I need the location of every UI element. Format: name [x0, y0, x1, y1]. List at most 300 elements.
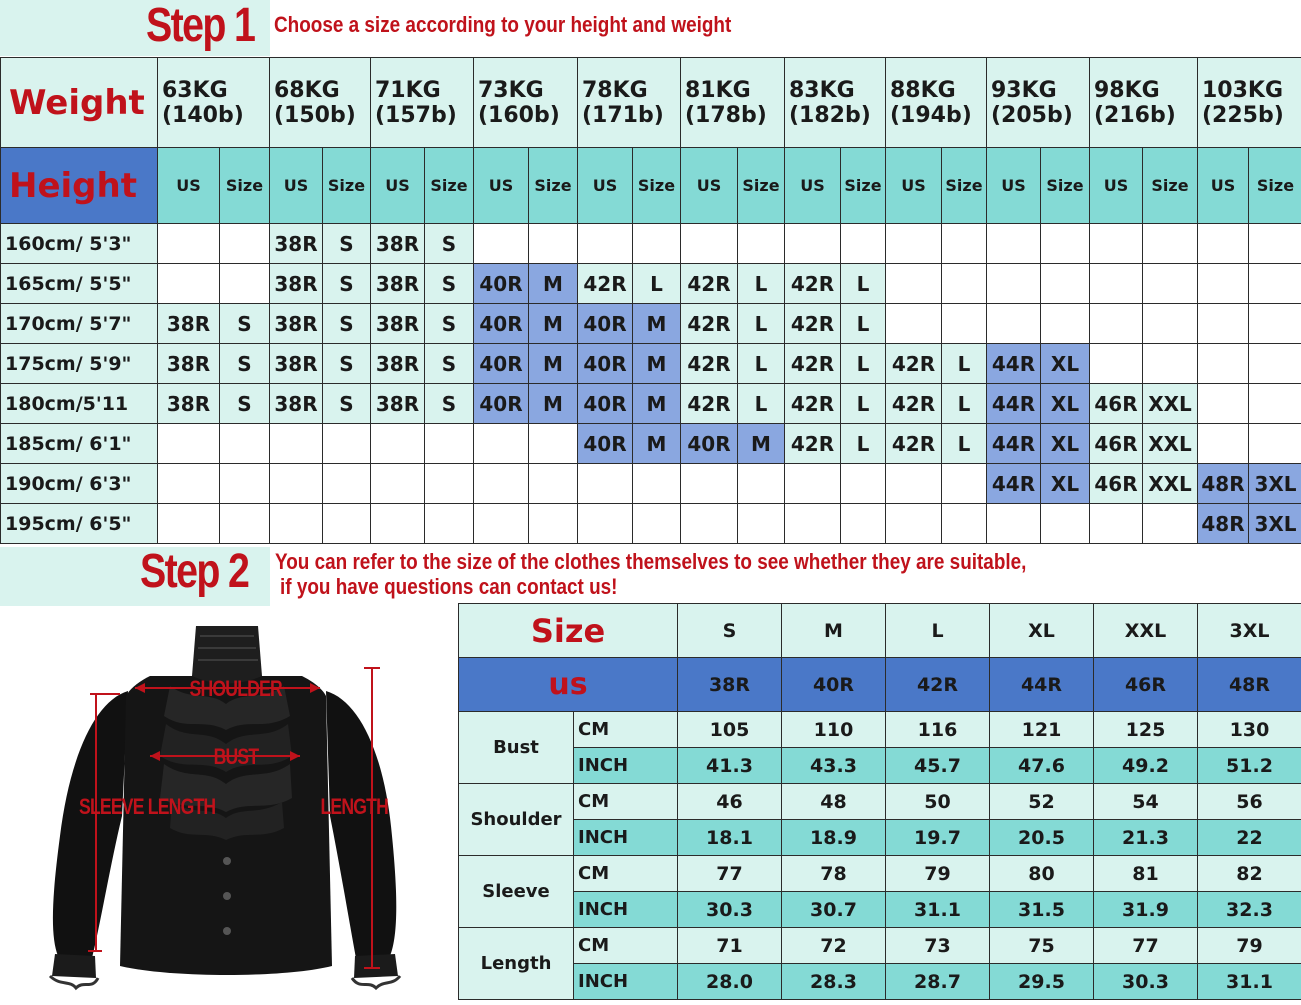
unit-inch: INCH [574, 820, 678, 856]
unit-inch: INCH [574, 964, 678, 1000]
size-subheader: Size [1249, 148, 1301, 224]
letter-size-cell [323, 504, 371, 544]
letter-size-cell: M [738, 424, 785, 464]
us-size-cell [1198, 304, 1249, 344]
letter-size-cell: 3XL [1249, 464, 1301, 504]
us-size-cell [158, 424, 220, 464]
sleeve-length-annotation: SLEEVE LENGTH [79, 794, 215, 820]
us-label: us [459, 658, 678, 712]
size-subheader: Size [425, 148, 474, 224]
letter-size-cell: S [220, 304, 270, 344]
us-size-cell [785, 464, 841, 504]
us-size-cell [371, 504, 425, 544]
us-size-cell: 48R [1198, 464, 1249, 504]
us-size-cell [1090, 344, 1143, 384]
weight-lb: (171b) [578, 103, 680, 128]
letter-size-cell: XXL [1143, 384, 1198, 424]
table-row [1, 304, 1301, 344]
us-size-cell: 40R [578, 384, 633, 424]
step2-note-line2: if you have questions can contact us! [280, 574, 617, 600]
table-row [1, 504, 1301, 544]
letter-size-cell: XXL [1143, 424, 1198, 464]
letter-size-cell: XL [1041, 344, 1090, 384]
measurement-name: Shoulder [459, 784, 574, 856]
letter-size-cell [633, 504, 681, 544]
letter-size-cell [220, 504, 270, 544]
cm-value: 54 [1094, 784, 1198, 820]
us-size-cell [987, 504, 1041, 544]
table-row [459, 784, 1301, 820]
size-column-header: XL [990, 604, 1094, 658]
unit-cm: CM [574, 784, 678, 820]
letter-size-cell: XL [1041, 464, 1090, 504]
table-row [1, 464, 1301, 504]
us-size-cell [785, 504, 841, 544]
us-size-cell: 42R [681, 304, 738, 344]
weight-lb: (140b) [158, 103, 269, 128]
height-value: 185cm/ 6'1" [1, 424, 158, 464]
letter-size-cell: S [220, 344, 270, 384]
letter-size-cell: S [323, 264, 371, 304]
cm-value: 110 [782, 712, 886, 748]
cm-value: 105 [678, 712, 782, 748]
letter-size-cell: L [841, 344, 886, 384]
letter-size-cell [425, 464, 474, 504]
size-subheader: Size [220, 148, 270, 224]
letter-size-cell: M [633, 424, 681, 464]
us-subheader: US [371, 148, 425, 224]
letter-size-cell [738, 504, 785, 544]
weight-lb: (157b) [371, 103, 473, 128]
letter-size-cell: S [323, 224, 371, 264]
cm-value: 125 [1094, 712, 1198, 748]
inch-value: 30.7 [782, 892, 886, 928]
inch-value: 28.0 [678, 964, 782, 1000]
us-size-cell: 44R [987, 384, 1041, 424]
weight-column-header [1198, 58, 1301, 148]
cm-value: 48 [782, 784, 886, 820]
us-size-cell [371, 424, 425, 464]
us-subheader: US [158, 148, 220, 224]
letter-size-cell: M [529, 344, 578, 384]
us-size-cell: 42R [785, 344, 841, 384]
weight-lb: (160b) [474, 103, 577, 128]
size-subheader: Size [529, 148, 578, 224]
us-size-cell: 40R [578, 304, 633, 344]
size-column-header: S [678, 604, 782, 658]
table-row [459, 712, 1301, 748]
us-size-cell: 38R [270, 264, 323, 304]
letter-size-cell: M [633, 384, 681, 424]
weight-column-header [270, 58, 371, 148]
cm-value: 80 [990, 856, 1094, 892]
letter-size-cell [942, 264, 987, 304]
us-size-cell [578, 224, 633, 264]
letter-size-cell [425, 504, 474, 544]
weight-lb: (150b) [270, 103, 370, 128]
cm-value: 121 [990, 712, 1094, 748]
table-row [459, 820, 1301, 856]
us-size-cell: 38R [270, 304, 323, 344]
us-subheader: US [785, 148, 841, 224]
us-size-cell [270, 504, 323, 544]
size-subheader: Size [738, 148, 785, 224]
letter-size-cell: S [425, 264, 474, 304]
us-size-cell: 38R [158, 304, 220, 344]
inch-value: 43.3 [782, 748, 886, 784]
garment-measurement-chart [458, 603, 1301, 1000]
inch-value: 29.5 [990, 964, 1094, 1000]
cm-value: 46 [678, 784, 782, 820]
size-column-header: XXL [1094, 604, 1198, 658]
us-size-cell [987, 264, 1041, 304]
unit-cm: CM [574, 712, 678, 748]
size-subheader: Size [633, 148, 681, 224]
inch-value: 19.7 [886, 820, 990, 856]
inch-value: 18.1 [678, 820, 782, 856]
table-row [1, 344, 1301, 384]
us-size-cell [1090, 504, 1143, 544]
weight-label: Weight [1, 58, 158, 148]
us-size-cell: 40R [578, 344, 633, 384]
letter-size-cell: L [942, 384, 987, 424]
us-size-cell [270, 464, 323, 504]
height-value: 165cm/ 5'5" [1, 264, 158, 304]
weight-kg: 81KG [681, 78, 784, 103]
letter-size-cell [942, 304, 987, 344]
letter-size-cell: L [841, 384, 886, 424]
us-size-cell [886, 304, 942, 344]
letter-size-cell: M [529, 384, 578, 424]
us-subheader: US [1090, 148, 1143, 224]
weight-column-header [474, 58, 578, 148]
us-size-cell: 40R [474, 384, 529, 424]
measurement-name: Sleeve [459, 856, 574, 928]
weight-lb: (225b) [1198, 103, 1301, 128]
size-label: Size [459, 604, 678, 658]
size-subheader: Size [1041, 148, 1090, 224]
letter-size-cell [1249, 304, 1301, 344]
us-size-cell [1090, 224, 1143, 264]
us-size-header: 38R [678, 658, 782, 712]
height-value: 195cm/ 6'5" [1, 504, 158, 544]
letter-size-cell: S [425, 304, 474, 344]
us-size-cell: 40R [474, 344, 529, 384]
letter-size-cell: M [633, 344, 681, 384]
size-subheader: Size [942, 148, 987, 224]
us-size-cell: 38R [270, 384, 323, 424]
inch-value: 31.1 [1198, 964, 1301, 1000]
height-value: 170cm/ 5'7" [1, 304, 158, 344]
us-size-cell [681, 464, 738, 504]
letter-size-cell [529, 464, 578, 504]
us-size-cell: 42R [681, 264, 738, 304]
letter-size-cell: L [633, 264, 681, 304]
step1-title: Step 1 [146, 0, 254, 53]
cm-value: 82 [1198, 856, 1301, 892]
us-size-cell [886, 504, 942, 544]
height-header-row [1, 148, 1301, 224]
table-row [459, 928, 1301, 964]
us-size-cell [1198, 224, 1249, 264]
unit-cm: CM [574, 856, 678, 892]
letter-size-cell: S [425, 384, 474, 424]
us-size-cell [987, 304, 1041, 344]
us-size-cell: 42R [785, 264, 841, 304]
us-size-cell [474, 424, 529, 464]
cm-value: 50 [886, 784, 990, 820]
cm-value: 75 [990, 928, 1094, 964]
weight-kg: 73KG [474, 78, 577, 103]
us-size-cell: 40R [578, 424, 633, 464]
cm-value: 56 [1198, 784, 1301, 820]
table-row [459, 748, 1301, 784]
us-size-cell: 38R [371, 264, 425, 304]
inch-value: 28.3 [782, 964, 886, 1000]
us-size-cell: 42R [785, 304, 841, 344]
unit-inch: INCH [574, 892, 678, 928]
weight-lb: (216b) [1090, 103, 1197, 128]
measurement-name: Bust [459, 712, 574, 784]
cm-value: 71 [678, 928, 782, 964]
letter-size-cell: M [529, 304, 578, 344]
letter-size-cell [220, 424, 270, 464]
table-row [1, 224, 1301, 264]
weight-lb: (205b) [987, 103, 1089, 128]
letter-size-cell: S [220, 384, 270, 424]
us-size-cell [1198, 344, 1249, 384]
letter-size-cell: L [841, 304, 886, 344]
us-size-cell: 44R [987, 344, 1041, 384]
letter-size-cell [1143, 344, 1198, 384]
height-value: 175cm/ 5'9" [1, 344, 158, 384]
height-label: Height [1, 148, 158, 224]
letter-size-cell [1249, 384, 1301, 424]
letter-size-cell [323, 464, 371, 504]
letter-size-cell: XXL [1143, 464, 1198, 504]
inch-value: 21.3 [1094, 820, 1198, 856]
letter-size-cell [1249, 424, 1301, 464]
step2-note-line1: You can refer to the size of the clothes themselves to see whether they are suitable, [275, 549, 1026, 575]
size-subheader: Size [323, 148, 371, 224]
letter-size-cell [841, 224, 886, 264]
table-row [459, 856, 1301, 892]
letter-size-cell: L [942, 344, 987, 384]
letter-size-cell [323, 424, 371, 464]
size-subheader: Size [1143, 148, 1198, 224]
inch-value: 31.5 [990, 892, 1094, 928]
us-size-cell [681, 504, 738, 544]
us-subheader: US [270, 148, 323, 224]
cm-value: 79 [886, 856, 990, 892]
step1-note: Choose a size according to your height and weight [274, 12, 731, 38]
height-value: 190cm/ 6'3" [1, 464, 158, 504]
us-size-header: 44R [990, 658, 1094, 712]
us-subheader: US [681, 148, 738, 224]
us-size-cell: 38R [158, 384, 220, 424]
shirt-illustration [0, 606, 455, 1001]
us-size-cell: 48R [1198, 504, 1249, 544]
weight-lb: (178b) [681, 103, 784, 128]
us-size-cell [578, 504, 633, 544]
letter-size-cell: M [633, 304, 681, 344]
us-size-cell [785, 224, 841, 264]
weight-column-header [987, 58, 1090, 148]
us-size-cell: 38R [371, 224, 425, 264]
letter-size-cell: S [323, 384, 371, 424]
inch-value: 30.3 [1094, 964, 1198, 1000]
cm-value: 78 [782, 856, 886, 892]
us-size-cell: 42R [681, 384, 738, 424]
inch-value: 20.5 [990, 820, 1094, 856]
inch-value: 18.9 [782, 820, 886, 856]
inch-value: 47.6 [990, 748, 1094, 784]
weight-column-header [578, 58, 681, 148]
us-size-cell [1198, 384, 1249, 424]
letter-size-cell [1041, 264, 1090, 304]
us-subheader: US [578, 148, 633, 224]
us-size-cell: 46R [1090, 464, 1143, 504]
letter-size-cell: S [425, 344, 474, 384]
cm-value: 81 [1094, 856, 1198, 892]
table-row [1, 384, 1301, 424]
us-size-cell: 46R [1090, 384, 1143, 424]
cm-value: 77 [678, 856, 782, 892]
height-value: 160cm/ 5'3" [1, 224, 158, 264]
letter-size-cell: L [738, 384, 785, 424]
size-subheader: Size [841, 148, 886, 224]
inch-value: 45.7 [886, 748, 990, 784]
weight-header-row [1, 58, 1301, 148]
us-size-cell [1090, 264, 1143, 304]
letter-size-cell [220, 464, 270, 504]
letter-size-cell [1249, 224, 1301, 264]
inch-value: 32.3 [1198, 892, 1301, 928]
us-size-cell: 40R [474, 264, 529, 304]
us-size-cell: 42R [886, 384, 942, 424]
us-size-header: 46R [1094, 658, 1198, 712]
letter-size-cell: L [738, 264, 785, 304]
inch-value: 28.7 [886, 964, 990, 1000]
letter-size-cell [529, 424, 578, 464]
weight-kg: 83KG [785, 78, 885, 103]
letter-size-cell [841, 504, 886, 544]
table-row [459, 892, 1301, 928]
us-size-cell [886, 224, 942, 264]
us-size-cell [1090, 304, 1143, 344]
weight-lb: (194b) [886, 103, 986, 128]
weight-column-header [681, 58, 785, 148]
cm-value: 72 [782, 928, 886, 964]
us-size-cell [474, 504, 529, 544]
size-column-header: 3XL [1198, 604, 1301, 658]
us-size-header: 42R [886, 658, 990, 712]
us-size-cell: 38R [371, 384, 425, 424]
letter-size-cell [1041, 224, 1090, 264]
step2-title: Step 2 [140, 544, 248, 599]
us-subheader: US [886, 148, 942, 224]
letter-size-cell [1143, 224, 1198, 264]
weight-column-header [158, 58, 270, 148]
letter-size-cell [942, 224, 987, 264]
letter-size-cell [633, 224, 681, 264]
cm-value: 77 [1094, 928, 1198, 964]
height-value: 180cm/5'11 [1, 384, 158, 424]
letter-size-cell [1249, 344, 1301, 384]
weight-kg: 68KG [270, 78, 370, 103]
letter-size-cell [738, 224, 785, 264]
weight-kg: 71KG [371, 78, 473, 103]
us-size-cell [886, 264, 942, 304]
us-size-header: 40R [782, 658, 886, 712]
letter-size-cell: XL [1041, 424, 1090, 464]
table-row [459, 964, 1301, 1000]
us-size-cell: 38R [371, 344, 425, 384]
us-header-row [459, 658, 1301, 712]
us-subheader: US [1198, 148, 1249, 224]
us-size-header: 48R [1198, 658, 1301, 712]
cm-value: 116 [886, 712, 990, 748]
letter-size-cell [529, 504, 578, 544]
letter-size-cell [220, 264, 270, 304]
us-size-cell: 42R [785, 424, 841, 464]
length-annotation: LENGTH [320, 794, 388, 820]
us-size-cell [158, 264, 220, 304]
cm-value: 73 [886, 928, 990, 964]
letter-size-cell: S [323, 344, 371, 384]
weight-column-header [1090, 58, 1198, 148]
us-size-cell [987, 224, 1041, 264]
us-size-cell: 42R [681, 344, 738, 384]
unit-inch: INCH [574, 748, 678, 784]
size-column-header: L [886, 604, 990, 658]
letter-size-cell [1143, 264, 1198, 304]
letter-size-cell: S [323, 304, 371, 344]
size-column-header: M [782, 604, 886, 658]
us-size-cell [474, 224, 529, 264]
us-size-cell [1198, 424, 1249, 464]
weight-kg: 63KG [158, 78, 269, 103]
us-size-cell: 42R [578, 264, 633, 304]
table-row [1, 264, 1301, 304]
letter-size-cell [1249, 264, 1301, 304]
us-size-cell: 38R [371, 304, 425, 344]
letter-size-cell [942, 504, 987, 544]
shoulder-annotation: SHOULDER [190, 676, 282, 702]
us-size-cell [474, 464, 529, 504]
us-subheader: US [987, 148, 1041, 224]
letter-size-cell [1041, 304, 1090, 344]
inch-value: 49.2 [1094, 748, 1198, 784]
letter-size-cell: L [841, 424, 886, 464]
table-row [1, 424, 1301, 464]
letter-size-cell [220, 224, 270, 264]
cm-value: 79 [1198, 928, 1301, 964]
inch-value: 31.9 [1094, 892, 1198, 928]
us-size-cell: 42R [785, 384, 841, 424]
measurement-name: Length [459, 928, 574, 1000]
us-size-cell [886, 464, 942, 504]
letter-size-cell [942, 464, 987, 504]
us-size-cell: 46R [1090, 424, 1143, 464]
cm-value: 130 [1198, 712, 1301, 748]
cm-value: 52 [990, 784, 1094, 820]
us-size-cell [578, 464, 633, 504]
weight-kg: 78KG [578, 78, 680, 103]
letter-size-cell [425, 424, 474, 464]
inch-value: 30.3 [678, 892, 782, 928]
inch-value: 41.3 [678, 748, 782, 784]
